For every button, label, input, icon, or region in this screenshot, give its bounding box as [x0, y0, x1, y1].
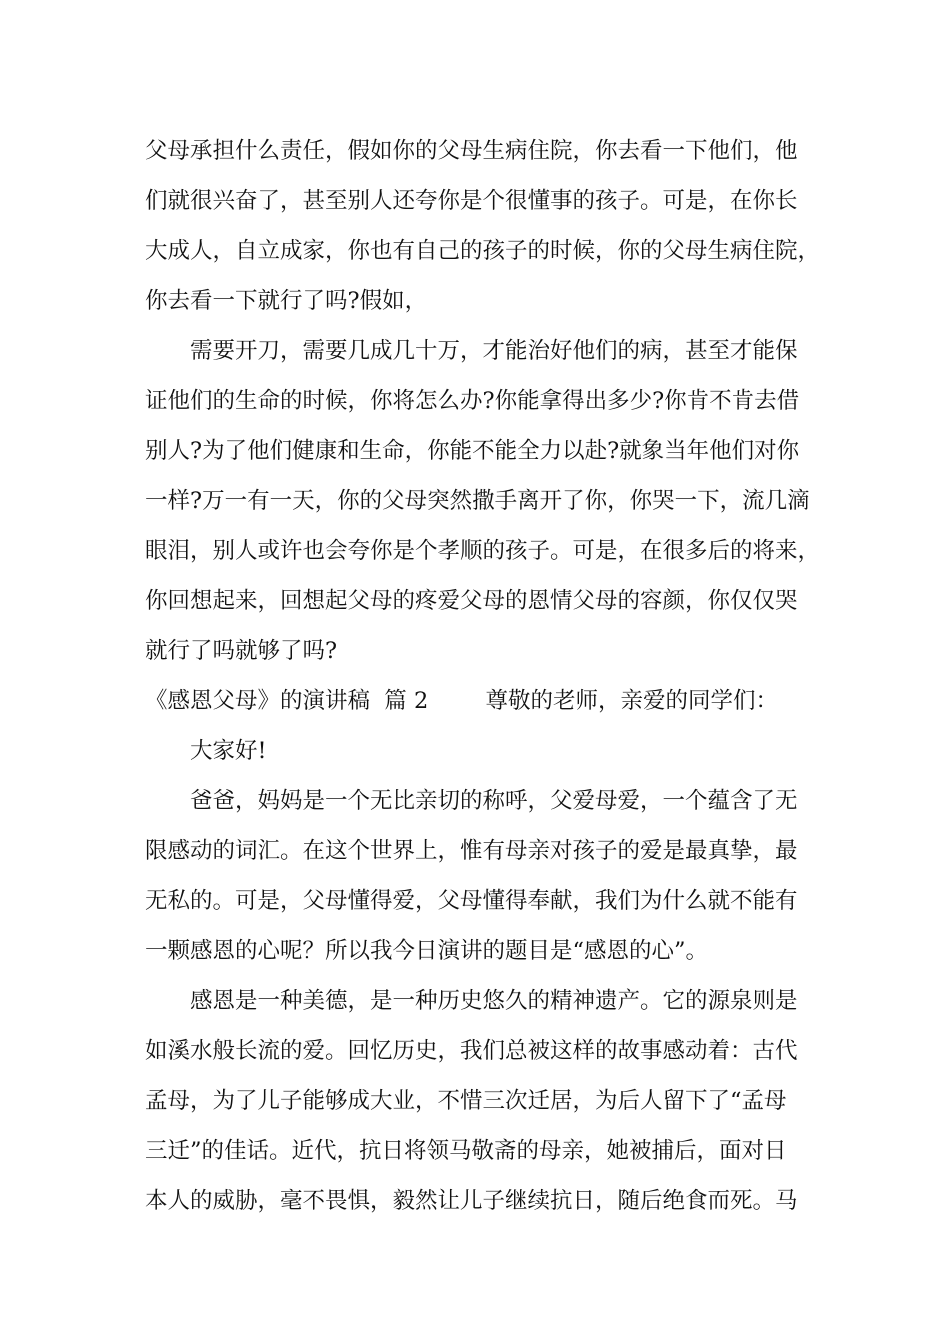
- text-line: 无私的。可是，父母懂得爱，父母懂得奉献，我们为什么就不能有: [145, 888, 798, 914]
- text-line: 你回想起来，回想起父母的疼爱父母的恩情父母的容颜，你仅仅哭: [145, 588, 798, 614]
- text-line: 限感动的词汇。在这个世界上，惟有母亲对孩子的爱是最真挚，最: [145, 838, 798, 864]
- text-line: 眼泪，别人或许也会夸你是个孝顺的孩子。可是，在很多后的将来，: [145, 538, 821, 564]
- text-line: 你去看一下就行了吗?假如，: [145, 288, 428, 314]
- text-line: 三迁”的佳话。近代，抗日将领马敬斋的母亲，她被捕后，面对日: [145, 1138, 787, 1164]
- text-line: 如溪水般长流的爱。回忆历史，我们总被这样的故事感动着：古代: [145, 1038, 798, 1064]
- text-line: 证他们的生命的时候，你将怎么办?你能拿得出多少?你肯不肯去借: [145, 388, 800, 414]
- text-line: 父母承担什么责任，假如你的父母生病住院，你去看一下他们，他: [145, 138, 798, 164]
- text-line: 们就很兴奋了，甚至别人还夸你是个很懂事的孩子。可是，在你长: [145, 188, 798, 214]
- text-line: 本人的威胁，毫不畏惧，毅然让儿子继续抗日，随后绝食而死。马: [145, 1188, 798, 1214]
- text-line: 大成人，自立成家，你也有自己的孩子的时候，你的父母生病住院，: [145, 238, 821, 264]
- section-heading: 《感恩父母》的演讲稿 篇 2 尊敬的老师，亲爱的同学们：: [145, 688, 778, 714]
- text-line: 就行了吗就够了吗?: [145, 638, 338, 664]
- text-line: 孟母，为了儿子能够成大业，不惜三次迁居，为后人留下了“孟母: [145, 1088, 787, 1114]
- greeting-line: 大家好!: [190, 738, 267, 764]
- paragraph-start-line: 爸爸，妈妈是一个无比亲切的称呼，父爱母爱，一个蕴含了无: [190, 788, 798, 814]
- text-line: 一样?万一有一天，你的父母突然撒手离开了你，你哭一下，流几滴: [145, 488, 810, 514]
- paragraph-start-line: 需要开刀，需要几成几十万，才能治好他们的病，甚至才能保: [190, 338, 798, 364]
- text-line: 别人?为了他们健康和生命，你能不能全力以赴?就象当年他们对你: [145, 438, 800, 464]
- text-line: 一颗感恩的心呢？所以我今日演讲的题目是“感恩的心”。: [145, 938, 709, 964]
- paragraph-start-line: 感恩是一种美德，是一种历史悠久的精神遗产。它的源泉则是: [190, 988, 798, 1014]
